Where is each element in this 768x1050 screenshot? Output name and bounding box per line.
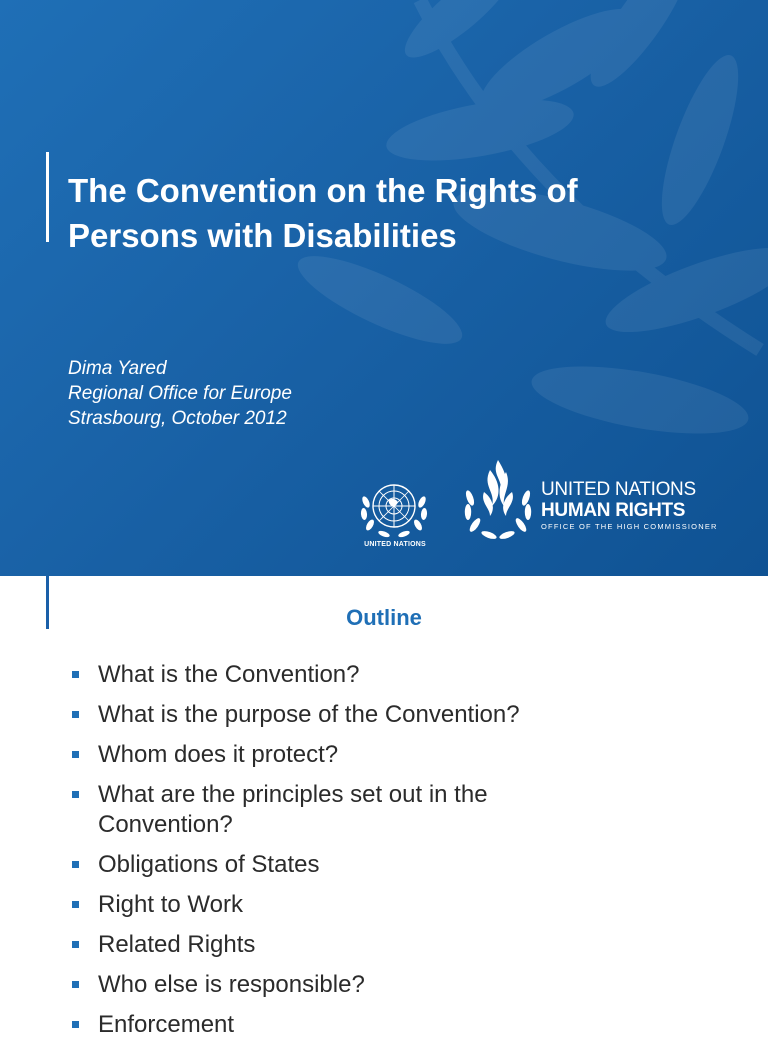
list-item-text: What is the Convention? <box>98 661 360 688</box>
title-line-2: Persons with Disabilities <box>68 217 457 254</box>
outline-list <box>0 660 658 1050</box>
ohchr-line-3: OFFICE OF THE HIGH COMMISSIONER <box>541 522 718 531</box>
list-item <box>0 740 658 770</box>
list-item-text: Obligations of States <box>98 851 320 878</box>
list-item <box>0 700 658 730</box>
ohchr-line-1: UNITED NATIONS <box>541 479 696 500</box>
list-item <box>0 930 658 960</box>
list-item <box>0 850 658 880</box>
bullet-square-icon <box>72 711 79 718</box>
presenter-location-date: Strasbourg, October 2012 <box>68 408 287 429</box>
bullet-square-icon <box>72 941 79 948</box>
un-caption: UNITED NATIONS <box>364 541 426 548</box>
slide-title <box>68 168 728 258</box>
list-item <box>0 780 578 840</box>
bullet-square-icon <box>72 751 79 758</box>
bullet-square-icon <box>72 861 79 868</box>
ohchr-line-2: HUMAN RIGHTS <box>541 500 686 521</box>
presenter-name: Dima Yared <box>68 358 167 379</box>
logo-bar <box>356 458 736 558</box>
list-item-text: Who else is responsible? <box>98 971 365 998</box>
outline-slide <box>0 576 768 1038</box>
ohchr-wordmark <box>541 480 718 533</box>
ohchr-flame-emblem-icon <box>460 458 536 542</box>
list-item <box>0 970 658 1000</box>
un-emblem-icon <box>356 476 432 540</box>
list-item <box>0 660 658 690</box>
bullet-square-icon <box>72 981 79 988</box>
bullet-square-icon <box>72 1021 79 1028</box>
list-item-text: Related Rights <box>98 931 256 958</box>
list-item-text: Whom does it protect? <box>98 741 339 768</box>
list-item-text: Enforcement <box>98 1011 235 1038</box>
slide-marker <box>46 152 49 242</box>
list-item <box>0 1010 658 1040</box>
list-item-text: What is the purpose of the Convention? <box>98 701 520 728</box>
title-line-1: The Convention on the Rights of <box>68 172 578 209</box>
outline-heading: Outline <box>346 605 422 630</box>
bullet-square-icon <box>72 671 79 678</box>
bullet-square-icon <box>72 791 79 798</box>
list-item-text: Right to Work <box>98 891 243 918</box>
list-item <box>0 890 658 920</box>
bullet-square-icon <box>72 901 79 908</box>
list-item-text: What are the principles set out in the Convention? <box>98 781 488 838</box>
presenter-info <box>68 356 292 431</box>
presenter-office: Regional Office for Europe <box>68 383 292 404</box>
